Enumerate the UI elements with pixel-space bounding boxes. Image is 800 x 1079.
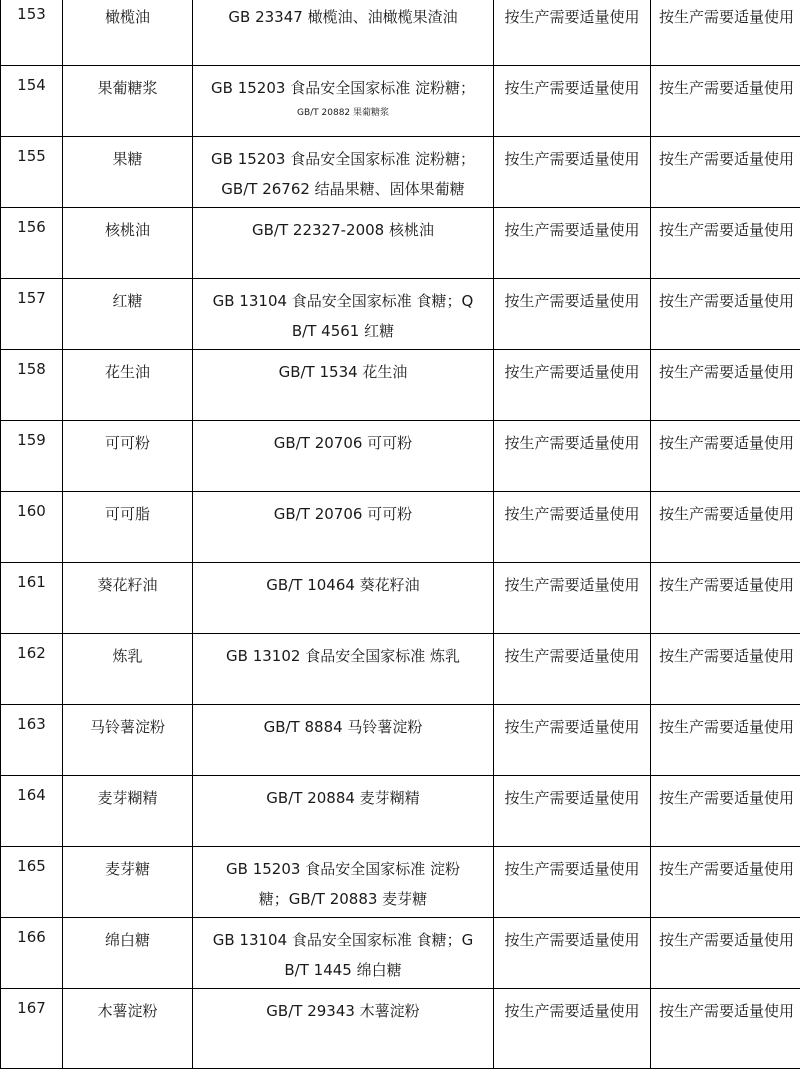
standard-cell: [193, 847, 494, 918]
row-number-cell: 154: [1, 66, 63, 137]
table-row: [1, 66, 800, 137]
row-number-cell: 162: [1, 634, 63, 705]
ingredient-name-cell: 红糖: [63, 279, 193, 350]
standard-cell: [193, 421, 494, 492]
ingredient-name-cell: 炼乳: [63, 634, 193, 705]
standard-cell: [193, 634, 494, 705]
ingredient-name-cell: 核桃油: [63, 208, 193, 279]
usage-cell: 按生产需要适量使用: [494, 563, 651, 634]
usage-cell: 按生产需要适量使用: [651, 66, 800, 137]
usage-cell: 按生产需要适量使用: [651, 776, 800, 847]
ingredient-name-cell: 麦芽糊精: [63, 776, 193, 847]
usage-cell: 按生产需要适量使用: [651, 563, 800, 634]
ingredient-name-cell: 可可粉: [63, 421, 193, 492]
standard-line: GB 15203 食品安全国家标准 淀粉糖；: [211, 150, 475, 168]
table-row: [1, 776, 800, 847]
usage-cell: 按生产需要适量使用: [494, 776, 651, 847]
standard-line: GB 13104 食品安全国家标准 食糖；Q: [212, 292, 474, 310]
standard-line: GB 15203 食品安全国家标准 淀粉糖；: [211, 79, 475, 97]
ingredient-name-cell: 绵白糖: [63, 918, 193, 989]
standard-cell: [193, 350, 494, 421]
ingredient-name-cell: 果葡糖浆: [63, 66, 193, 137]
standard-cell: [193, 705, 494, 776]
usage-cell: 按生产需要适量使用: [651, 492, 800, 563]
usage-cell: 按生产需要适量使用: [651, 918, 800, 989]
table-row: [1, 350, 800, 421]
table-row: [1, 634, 800, 705]
standard-line-small: GB/T 20882 果葡糖浆: [296, 108, 390, 118]
standard-line: 糖；GB/T 20883 麦芽糖: [258, 890, 428, 908]
standard-line: GB/T 1534 花生油: [278, 363, 408, 381]
table-row: [1, 279, 800, 350]
ingredient-name-cell: 葵花籽油: [63, 563, 193, 634]
row-number-cell: 160: [1, 492, 63, 563]
standard-line: GB 13104 食品安全国家标准 食糖；G: [212, 931, 474, 949]
usage-cell: 按生产需要适量使用: [494, 989, 651, 1069]
usage-cell: 按生产需要适量使用: [651, 989, 800, 1069]
usage-cell: 按生产需要适量使用: [651, 634, 800, 705]
usage-cell: 按生产需要适量使用: [494, 421, 651, 492]
standard-line: B/T 4561 红糖: [291, 322, 395, 340]
usage-cell: 按生产需要适量使用: [494, 492, 651, 563]
ingredient-name-cell: 可可脂: [63, 492, 193, 563]
ingredient-name-cell: 花生油: [63, 350, 193, 421]
standard-cell: [193, 137, 494, 208]
standard-line: GB/T 22327-2008 核桃油: [252, 221, 434, 239]
standard-cell: [193, 989, 494, 1069]
usage-cell: 按生产需要适量使用: [651, 279, 800, 350]
ingredient-name-cell: 麦芽糖: [63, 847, 193, 918]
table-row: [1, 208, 800, 279]
ingredient-name-cell: 橄榄油: [63, 0, 193, 66]
row-number-cell: 165: [1, 847, 63, 918]
ingredient-name-cell: 果糖: [63, 137, 193, 208]
standard-line: B/T 1445 绵白糖: [284, 961, 402, 979]
usage-cell: 按生产需要适量使用: [651, 847, 800, 918]
table-row: [1, 918, 800, 989]
standard-cell: [193, 0, 494, 66]
usage-cell: 按生产需要适量使用: [494, 0, 651, 66]
standard-line: GB/T 29343 木薯淀粉: [266, 1002, 420, 1020]
usage-cell: 按生产需要适量使用: [494, 137, 651, 208]
table-row: [1, 989, 800, 1069]
row-number-cell: 163: [1, 705, 63, 776]
standard-cell: [193, 279, 494, 350]
table-row: [1, 847, 800, 918]
standard-line: GB/T 20706 可可粉: [273, 505, 413, 523]
standard-line: GB/T 26762 结晶果糖、固体果葡糖: [221, 180, 465, 198]
usage-cell: 按生产需要适量使用: [494, 208, 651, 279]
table-row: [1, 0, 800, 66]
table-row: [1, 421, 800, 492]
standard-line: GB/T 10464 葵花籽油: [266, 576, 420, 594]
row-number-cell: 158: [1, 350, 63, 421]
table-row: [1, 563, 800, 634]
row-number-cell: 159: [1, 421, 63, 492]
ingredient-name-cell: 马铃薯淀粉: [63, 705, 193, 776]
usage-cell: 按生产需要适量使用: [494, 918, 651, 989]
ingredient-name-cell: 木薯淀粉: [63, 989, 193, 1069]
usage-cell: 按生产需要适量使用: [494, 847, 651, 918]
table-row: [1, 137, 800, 208]
standard-line: GB 15203 食品安全国家标准 淀粉: [226, 860, 460, 878]
standard-line: GB/T 20884 麦芽糊精: [266, 789, 420, 807]
usage-cell: 按生产需要适量使用: [651, 421, 800, 492]
row-number-cell: 153: [1, 0, 63, 66]
row-number-cell: 164: [1, 776, 63, 847]
usage-cell: 按生产需要适量使用: [651, 705, 800, 776]
standard-cell: [193, 776, 494, 847]
standard-line: GB 23347 橄榄油、油橄榄果渣油: [228, 8, 458, 26]
row-number-cell: 155: [1, 137, 63, 208]
usage-cell: 按生产需要适量使用: [494, 350, 651, 421]
table-body: [1, 0, 800, 1069]
row-number-cell: 161: [1, 563, 63, 634]
standard-line: GB/T 8884 马铃薯淀粉: [263, 718, 423, 736]
usage-cell: 按生产需要适量使用: [651, 0, 800, 66]
row-number-cell: 167: [1, 989, 63, 1069]
usage-cell: 按生产需要适量使用: [494, 634, 651, 705]
standard-line: GB 13102 食品安全国家标准 炼乳: [226, 647, 460, 665]
standard-cell: [193, 492, 494, 563]
usage-cell: 按生产需要适量使用: [651, 208, 800, 279]
usage-cell: 按生产需要适量使用: [494, 705, 651, 776]
usage-cell: 按生产需要适量使用: [494, 66, 651, 137]
usage-cell: 按生产需要适量使用: [494, 279, 651, 350]
standard-cell: [193, 66, 494, 137]
row-number-cell: 166: [1, 918, 63, 989]
standard-cell: [193, 563, 494, 634]
usage-cell: 按生产需要适量使用: [651, 350, 800, 421]
row-number-cell: 157: [1, 279, 63, 350]
standard-cell: [193, 918, 494, 989]
row-number-cell: 156: [1, 208, 63, 279]
usage-cell: 按生产需要适量使用: [651, 137, 800, 208]
standard-line: GB/T 20706 可可粉: [273, 434, 413, 452]
standard-cell: [193, 208, 494, 279]
table-row: [1, 492, 800, 563]
table-row: [1, 705, 800, 776]
